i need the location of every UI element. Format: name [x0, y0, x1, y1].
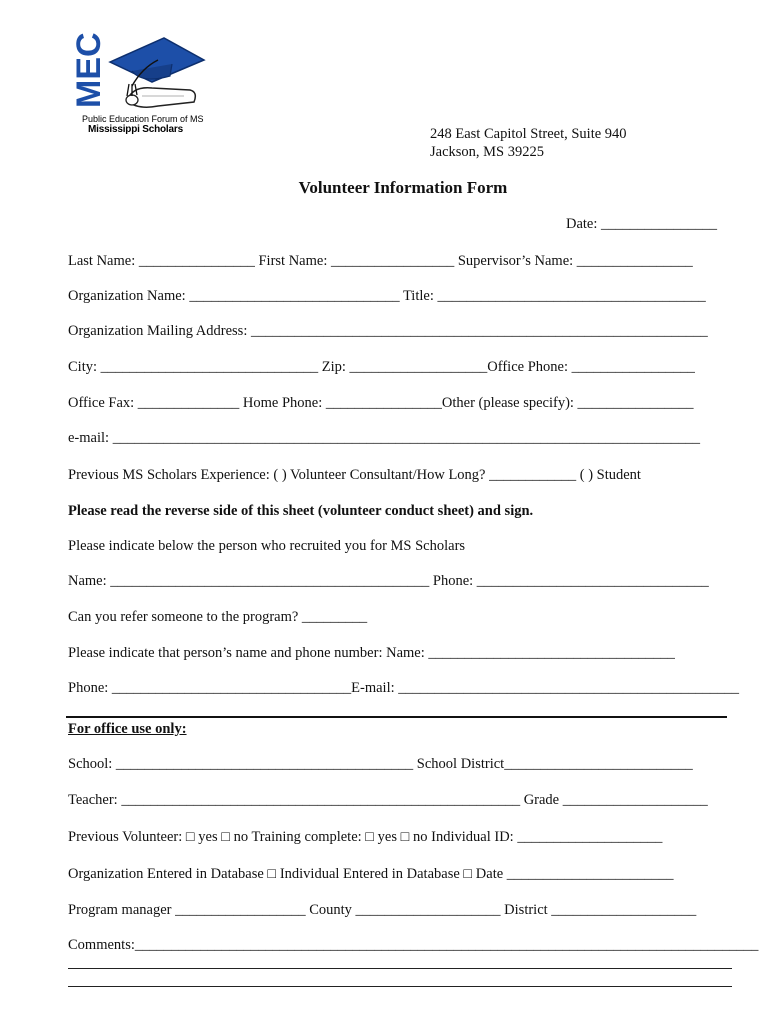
form-title: Volunteer Information Form: [298, 178, 508, 197]
comments-rule-1[interactable]: [68, 968, 732, 969]
teacher-line[interactable]: Teacher: _______________________________________________________ Grade ____________________: [68, 792, 708, 808]
email-line[interactable]: e-mail: _________________________________________________________________________________: [68, 430, 700, 446]
school-line[interactable]: School: _________________________________________ School District__________________________: [68, 756, 693, 772]
date-field[interactable]: Date: ________________: [566, 216, 718, 232]
city-zip-phone-line[interactable]: City: ______________________________ Zip: ___________________Office Phone: _________________: [68, 359, 695, 375]
graduation-cap-logo-icon: [72, 16, 212, 126]
address-block: [430, 125, 627, 161]
refer-contact-line[interactable]: Phone: _________________________________E-mail: _______________________________________________: [68, 680, 740, 696]
experience-line[interactable]: Previous MS Scholars Experience: ( ) Volunteer Consultant/How Long? ____________ ( ) Student: [68, 467, 641, 483]
organization-line[interactable]: Organization Name: _____________________________ Title: _____________________________________: [68, 288, 706, 304]
mailing-address-line[interactable]: Organization Mailing Address: _______________________________________________________________: [68, 323, 708, 339]
logo-line-1: Public Education Forum of MS: [82, 114, 204, 124]
previous-volunteer-line[interactable]: Previous Volunteer: □ yes □ no Training complete: □ yes □ no Individual ID: ____________________: [68, 829, 663, 845]
logo-mark: MEC: [72, 32, 108, 108]
comments-line[interactable]: Comments:______________________________________________________________________________________: [68, 937, 759, 953]
refer-name-line[interactable]: Please indicate that person’s name and phone number: Name: __________________________________: [68, 645, 675, 661]
address-line-1: 248 East Capitol Street, Suite 940: [430, 126, 627, 142]
names-line[interactable]: Last Name: ________________ First Name: _________________ Supervisor’s Name: ________________: [68, 253, 693, 269]
address-line-2: Jackson, MS 39225: [430, 144, 544, 160]
comments-rule-2[interactable]: [68, 986, 732, 987]
read-notice: Please read the reverse side of this sheet (volunteer conduct sheet) and sign.: [68, 503, 534, 519]
office-use-heading: For office use only:: [68, 721, 187, 737]
database-line[interactable]: Organization Entered in Database □ Individual Entered in Database □ Date _______________________: [68, 866, 674, 882]
refer-line[interactable]: Can you refer someone to the program? _________: [68, 609, 368, 625]
logo-line-2: Mississippi Scholars: [88, 124, 183, 135]
recruiter-line[interactable]: Name: ____________________________________________ Phone: ________________________________: [68, 573, 709, 589]
program-manager-line[interactable]: Program manager __________________ County ____________________ District ____________________: [68, 902, 697, 918]
office-use-divider: [66, 716, 727, 718]
fax-phone-other-line[interactable]: Office Fax: ______________ Home Phone: ________________Other (please specify): ________________: [68, 395, 694, 411]
recruited-instruction: Please indicate below the person who recruited you for MS Scholars: [68, 538, 466, 554]
logo-caption: [82, 114, 204, 135]
